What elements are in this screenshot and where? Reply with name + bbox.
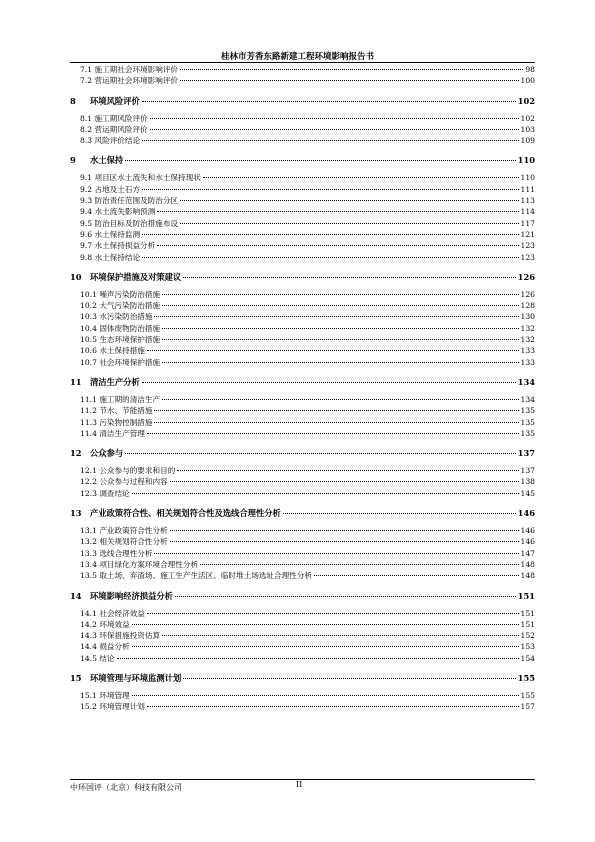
toc-section-title: 8.3 风险评价结论 [80,136,141,146]
toc-section-title: 11.4 清洁生产管理 [80,428,145,438]
toc-section-title: 9.3 防治责任范围及防治分区 [80,196,179,206]
toc-section-entry[interactable] [70,195,535,206]
toc-dot-leader [162,635,518,636]
toc-page-number: 114 [520,207,535,217]
footer-company: 中环国评（北京）科技有限公司 [70,783,182,792]
toc-chapter-title: 水土保持 [90,155,124,166]
toc-dot-leader [142,140,518,141]
toc-dot-leader [170,481,519,482]
toc-page-number: 128 [520,301,535,311]
toc-page-number: 135 [520,417,535,427]
toc-chapter-title: 环境影响经济损益分析 [90,590,173,601]
toc-dot-leader [180,80,518,81]
toc-dot-leader [183,277,515,278]
toc-page-number: 155 [520,690,535,700]
toc-section-entry[interactable] [70,311,535,322]
toc-chapter-number: 9 [70,155,76,166]
toc-section-entry[interactable] [70,619,535,630]
toc-page-number: 102 [520,113,535,123]
footer-page-number: II [296,780,303,789]
toc-section-entry[interactable] [70,536,535,547]
toc-dot-leader [154,422,518,423]
toc-section-title: 12.2 公众参与过程和内容 [80,477,168,487]
toc-section-entry[interactable] [70,488,535,499]
toc-dot-leader [162,399,518,400]
toc-section-title: 10.7 社会环境保护措施 [80,357,161,367]
toc-section-title: 13.3 选线合理性分析 [80,548,153,558]
toc-page-number: 147 [520,548,535,558]
toc-page-number: 110 [517,155,535,166]
toc-page-number: 103 [520,124,535,134]
toc-page-number: 126 [520,289,535,299]
toc-section-title: 9.1 项目区水土流失和水土保持现状 [80,173,201,183]
toc-chapter-number: 15 [70,672,82,683]
toc-page-number: 138 [520,477,535,487]
toc-page-number: 134 [520,394,535,404]
toc-dot-leader [162,362,518,363]
toc-dot-leader [175,596,516,597]
toc-dot-leader [125,160,515,161]
toc-dot-leader [150,129,519,130]
toc-section-entry[interactable] [70,289,535,300]
toc-page-number: 110 [520,173,535,183]
toc-page-number: 145 [520,488,535,498]
toc-section-title: 9.2 占地及土石方 [80,184,141,194]
toc-section-title: 7.1 施工期社会环境影响评价 [80,65,179,74]
toc-section-entry[interactable] [70,334,535,345]
toc-chapter-entry[interactable] [70,507,535,519]
toc-page-number: 102 [517,95,535,106]
toc-section-title: 10.4 固体废物防治措施 [80,323,161,333]
toc-section-title: 10.6 水土保持措施 [80,346,145,356]
toc-section-entry[interactable] [70,525,535,536]
toc-section-title: 15.1 环境管理 [80,690,130,700]
toc-page-number: 134 [517,376,535,387]
toc-section-title: 14.2 环境效益 [80,619,130,629]
footer-rule [70,779,535,780]
toc-page-number: 133 [520,346,535,356]
toc-page-number: 153 [520,642,535,652]
toc-section-entry[interactable] [70,64,535,75]
toc-section-entry[interactable] [70,218,535,229]
toc-section-entry[interactable] [70,184,535,195]
toc-section-title: 12.3 调查结论 [80,488,130,498]
toc-dot-leader [132,646,519,647]
toc-dot-leader [162,339,518,340]
toc-dot-leader [180,223,518,224]
toc-section-title: 10.2 大气污染防治措施 [80,301,161,311]
toc-chapter-entry[interactable] [70,95,535,107]
toc-section-entry[interactable] [70,345,535,356]
toc-dot-leader [157,245,518,246]
toc-dot-leader [154,316,518,317]
toc-dot-leader [203,177,519,178]
toc-section-entry[interactable] [70,405,535,416]
toc-page-number: 130 [520,312,535,322]
toc-section-title: 11.2 节水、节能措施 [80,406,153,416]
toc-dot-leader [283,513,516,514]
toc-section-title: 9.5 防治目标及防治措施布设 [80,218,179,228]
toc-section-entry[interactable] [70,75,535,86]
toc-section-entry[interactable] [70,465,535,476]
toc-page-number: 132 [520,335,535,345]
toc-dot-leader [147,613,519,614]
toc-dot-leader [157,211,518,212]
toc-section-title: 13.4 项目绿化方案环境合理性分析 [80,559,199,569]
toc-page-number: 146 [517,508,535,519]
toc-chapter-number: 14 [70,590,82,601]
toc-chapter-title: 产业政策符合性、相关规划符合性及选线合理性分析 [90,508,281,519]
toc-section-entry[interactable] [70,559,535,570]
toc-section-entry[interactable] [70,428,535,439]
toc-page-number: 135 [520,406,535,416]
toc-dot-leader [183,678,515,679]
toc-section-entry[interactable] [70,548,535,559]
toc-section-title: 12.1 公众参与的要求和目的 [80,466,176,476]
toc-chapter-title: 公众参与 [90,448,124,459]
toc-section-title: 11.1 施工期的清洁生产 [80,394,161,404]
toc-dot-leader [132,624,519,625]
toc-section-entry[interactable] [70,690,535,701]
toc-section-title: 7.2 营运期社会环境影响评价 [80,76,179,86]
toc-dot-leader [142,101,516,102]
toc-chapter-number: 13 [70,508,82,519]
toc-page-number: 111 [520,184,535,194]
toc-chapter-title: 环境风险评价 [90,95,140,106]
toc-section-title: 10.1 噪声污染防治措施 [80,289,161,299]
toc-chapter-entry[interactable] [70,154,535,166]
toc-dot-leader [154,410,518,411]
toc-page-number: 137 [517,448,535,459]
toc-page-number: 154 [520,653,535,663]
toc-section-title: 9.7 水土保持损益分析 [80,241,156,251]
toc-section-title: 13.1 产业政策符合性分析 [80,526,168,536]
toc-dot-leader [162,305,518,306]
toc-chapter-entry[interactable] [70,447,535,459]
toc-section-title: 10.5 生态环境保护措施 [80,335,161,345]
table-of-contents [70,64,535,713]
toc-dot-leader [147,433,519,434]
toc-section-entry[interactable] [70,124,535,135]
toc-dot-leader [150,118,519,119]
toc-chapter-title: 清洁生产分析 [90,376,140,387]
toc-section-entry[interactable] [70,240,535,251]
toc-section-entry[interactable] [70,476,535,487]
toc-section-entry[interactable] [70,701,535,712]
toc-chapter-number: 8 [70,95,76,106]
toc-chapter-number: 10 [70,271,82,282]
toc-section-entry[interactable] [70,135,535,146]
toc-dot-leader [147,350,519,351]
toc-dot-leader [142,189,518,190]
toc-dot-leader [170,541,519,542]
toc-dot-leader [125,453,515,454]
toc-dot-leader [154,553,518,554]
toc-section-entry[interactable] [70,630,535,641]
toc-section-title: 9.6 水土保持监测 [80,229,141,239]
toc-dot-leader [314,575,519,576]
toc-dot-leader [142,257,518,258]
toc-page-number: 100 [520,76,535,86]
toc-chapter-title: 环境保护措施及对策建议 [90,271,182,282]
toc-page-number: 132 [520,323,535,333]
toc-chapter-entry[interactable] [70,271,535,283]
toc-section-title: 9.8 水土保持结论 [80,252,141,262]
toc-section-entry[interactable] [70,357,535,368]
toc-page-number: 148 [520,559,535,569]
toc-section-title: 15.2 环境管理计划 [80,702,145,712]
toc-dot-leader [132,493,519,494]
toc-page-number: 109 [520,136,535,146]
toc-section-title: 10.3 水污染防治措施 [80,312,153,322]
toc-chapter-title: 环境管理与环境监测计划 [90,672,182,683]
toc-page-number: 148 [520,571,535,581]
toc-page-number: 146 [520,537,535,547]
toc-section-title: 8.2 营运期风险评价 [80,124,148,134]
toc-chapter-number: 12 [70,448,82,459]
toc-section-title: 13.5 取土场、弃渣场、施工生产生活区、临时堆土场选址合理性分析 [80,571,312,581]
toc-section-entry[interactable] [70,172,535,183]
toc-section-entry[interactable] [70,394,535,405]
toc-page-number: 98 [525,65,535,74]
toc-page-number: 123 [520,241,535,251]
toc-chapter-entry[interactable] [70,376,535,388]
toc-dot-leader [200,564,518,565]
toc-section-entry[interactable] [70,608,535,619]
toc-dot-leader [162,328,518,329]
toc-dot-leader [180,200,518,201]
toc-section-entry[interactable] [70,229,535,240]
toc-section-entry[interactable] [70,641,535,652]
toc-section-title: 8.1 施工期风险评价 [80,113,148,123]
toc-section-title: 14.4 损益分析 [80,642,130,652]
toc-section-entry[interactable] [70,653,535,664]
toc-page-number: 121 [520,229,535,239]
toc-page-number: 152 [520,631,535,641]
toc-dot-leader [142,234,518,235]
toc-section-title: 13.2 相关规划符合性分析 [80,537,168,547]
toc-section-entry[interactable] [70,300,535,311]
toc-section-title: 9.4 水土流失影响预测 [80,207,156,217]
toc-dot-leader [142,382,516,383]
toc-page-number: 157 [520,702,535,712]
toc-section-title: 14.5 结论 [80,653,115,663]
toc-page-number: 113 [520,196,535,206]
toc-page-number: 135 [520,428,535,438]
toc-page-number: 151 [520,608,535,618]
toc-page-number: 151 [520,619,535,629]
toc-dot-leader [162,294,518,295]
toc-section-entry[interactable] [70,206,535,217]
toc-chapter-entry[interactable] [70,590,535,602]
header-rule [70,62,535,63]
toc-dot-leader [132,695,519,696]
toc-page-number: 151 [517,590,535,601]
toc-page-number: 123 [520,252,535,262]
toc-dot-leader [147,706,519,707]
toc-page-number: 137 [520,466,535,476]
toc-section-entry[interactable] [70,323,535,334]
toc-page-number: 133 [520,357,535,367]
toc-page-number: 155 [517,672,535,683]
toc-section-entry[interactable] [70,570,535,581]
toc-section-title: 14.1 社会经济效益 [80,608,145,618]
page-header-title: 桂林市芳香东路新建工程环境影响报告书 [220,52,374,62]
toc-section-title: 14.3 环保措施投资估算 [80,631,161,641]
toc-dot-leader [117,658,519,659]
toc-page-number: 126 [517,271,535,282]
toc-section-title: 11.3 污染物控制措施 [80,417,153,427]
toc-dot-leader [170,530,519,531]
toc-section-entry[interactable] [70,113,535,124]
toc-page-number: 146 [520,526,535,536]
toc-dot-leader [180,69,523,70]
toc-chapter-number: 11 [70,376,82,387]
toc-section-entry[interactable] [70,252,535,263]
toc-chapter-entry[interactable] [70,672,535,684]
toc-section-entry[interactable] [70,417,535,428]
toc-dot-leader [177,470,518,471]
toc-page-number: 117 [520,218,535,228]
